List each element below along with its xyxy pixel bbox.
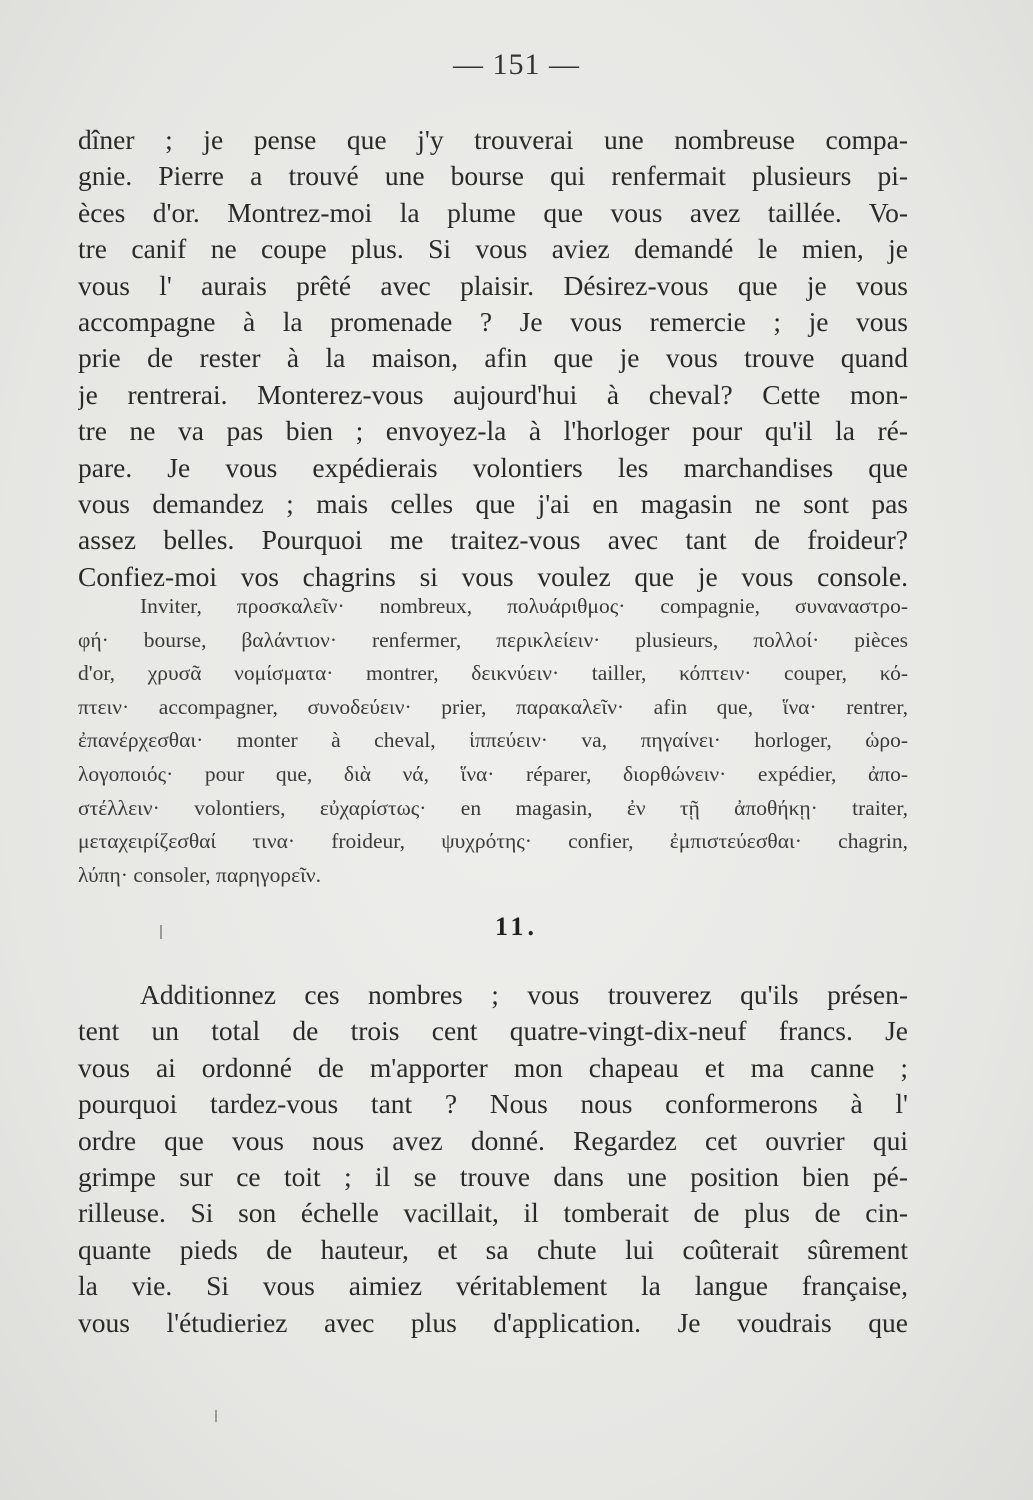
text-line: rilleuse. Si son échelle vacillait, il tomberait de plus de cin- [78,1197,908,1229]
text-line: je rentrerai. Monterez-vous aujourd'hui à cheval? Cette mon- [78,378,908,410]
text-line: vous ai ordonné de m'apporter mon chapeau et ma canne ; [78,1051,908,1083]
text-line: accompagne à la promenade ? Je vous remercie ; je vous [78,305,908,337]
text-line: pourquoi tardez-vous tant ? Nous nous conformerons à l' [78,1088,908,1120]
text-line: Confiez-moi vos chagrins si vous voulez que je vous console. [78,560,908,592]
text-line: èces d'or. Montrez-moi la plume que vous avez taillée. Vo- [78,196,908,228]
vocabulary-line: στέλλειν· volontiers, εὐχαρίστως· en magasin, ἐν τῇ ἀποθήκῃ· traiter, [78,795,908,820]
text-line: la vie. Si vous aimiez véritablement la langue française, [78,1270,908,1302]
text-line: Additionnez ces nombres ; vous trouverez qu'ils présen- [140,979,908,1010]
text-line: vous demandez ; mais celles que j'ai en magasin ne sont pas [78,487,908,519]
vocabulary-line: λογοποιός· pour que, διὰ νά, ἵνα· réparer, διορθώνειν· expédier, ἀπο- [78,761,908,786]
text-line: tent un total de trois cent quatre-vingt-dix-neuf francs. Je [78,1015,908,1047]
text-line: gnie. Pierre a trouvé une bourse qui renfermait plusieurs pi- [78,160,908,192]
text-line: vous l'étudieriez avec plus d'application. Je voudrais que [78,1306,908,1338]
paper-speck [160,925,162,939]
text-line: pare. Je vous expédierais volontiers les marchandises que [78,451,908,483]
page-number: — 151 — [453,48,580,81]
vocabulary-block [78,590,908,892]
text-line: vous l' aurais prêté avec plaisir. Désirez-vous que je vous [78,269,908,301]
vocabulary-line: λύπη· consoler, παρηγορεῖν. [78,862,322,887]
text-line: assez belles. Pourquoi me traitez-vous avec tant de froideur? [78,524,908,556]
text-line: quante pieds de hauteur, et sa chute lui coûterait sûrement [78,1233,908,1265]
text-line: dîner ; je pense que j'y trouverai une nombreuse compa- [78,124,908,155]
text-line: grimpe sur ce toit ; il se trouve dans une position bien pé- [78,1160,908,1192]
section-heading: 11. [494,912,539,941]
vocabulary-line: φή· bourse, βαλάντιον· renfermer, περικλείειν· plusieurs, πολλοί· pièces [78,627,908,652]
text-line: tre ne va pas bien ; envoyez-la à l'horloger pour qu'il la ré- [78,415,908,447]
vocabulary-line: μεταχειρίζεσθαί τινα· froideur, ψυχρότης· confier, ἐμπιστεύεσθαι· chagrin, [78,829,908,854]
exercise-paragraph-2 [78,977,908,1341]
vocabulary-line: ἐπανέρχεσθαι· monter à cheval, ἱππεύειν· va, πηγαίνει· horloger, ὡρο- [78,728,908,753]
vocabulary-line: πτειν· accompagner, συνοδεύειν· prier, παρακαλεῖν· afin que, ἵνα· rentrer, [78,694,908,719]
text-line: ordre que vous nous avez donné. Regardez cet ouvrier qui [78,1124,908,1156]
vocabulary-line: d'or, χρυσᾶ νομίσματα· montrer, δεικνύειν· tailler, κόπτειν· couper, κό- [78,661,908,686]
text-line: tre canif ne coupe plus. Si vous aviez demandé le mien, je [78,233,908,265]
text-line: prie de rester à la maison, afin que je vous trouve quand [78,342,908,374]
paper-speck [215,1410,217,1422]
exercise-paragraph-1 [78,122,908,595]
vocabulary-line: Inviter, προσκαλεῖν· nombreux, πολυάριθμος· compagnie, συναναστρο- [140,594,908,618]
